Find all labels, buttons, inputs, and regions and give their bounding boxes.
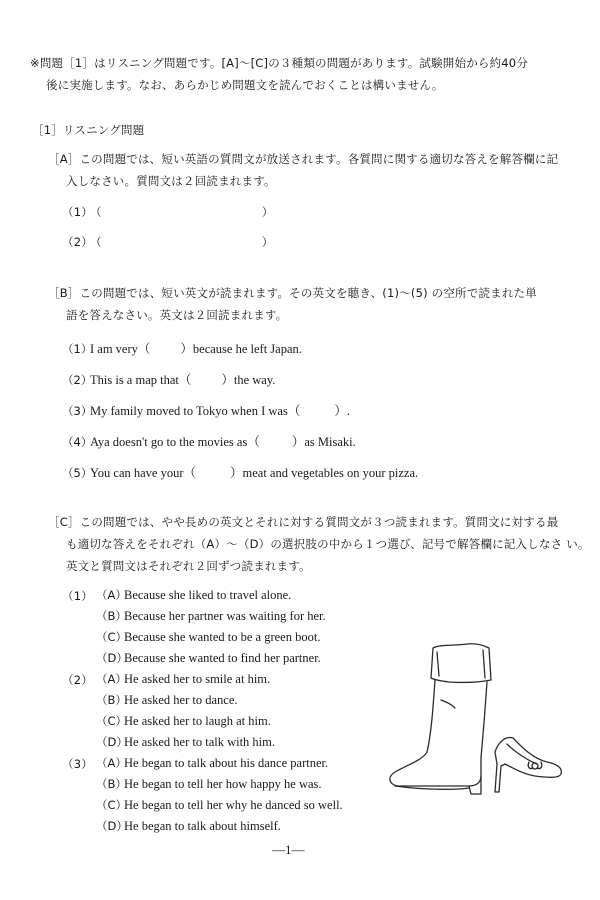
partC-q3-option-b	[96, 776, 322, 792]
item-text-after: ）meat and vegetables on your pizza.	[230, 466, 419, 480]
option-letter: （A）	[96, 588, 127, 602]
partC-q3-number: （3）	[62, 757, 93, 771]
partB-item-2	[62, 370, 275, 388]
option-letter: （B）	[96, 609, 127, 623]
option-text: He asked her to talk with him.	[124, 735, 276, 749]
item-text-after: ）.	[334, 404, 350, 418]
partB-item-3	[62, 401, 350, 419]
item-number: （2）	[62, 373, 93, 387]
option-text: Because she wanted to find her partner.	[124, 651, 321, 665]
partC-q1-option-c	[96, 629, 320, 645]
item-text-before: My family moved to Tokyo when I was（	[90, 404, 301, 418]
partC-q2-option-d	[96, 734, 275, 750]
partC-q1-number: （1）	[62, 589, 93, 603]
section-title: ［1］リスニング問題	[32, 123, 145, 137]
option-text: He asked her to dance.	[124, 693, 238, 707]
partC-q1-option-d	[96, 650, 321, 666]
option-letter: （D）	[96, 651, 128, 665]
partA-answer-2	[62, 234, 273, 250]
partA-answer-1	[62, 204, 273, 220]
partC-q3-option-d	[96, 818, 281, 834]
option-text: He asked her to smile at him.	[124, 672, 271, 686]
option-text: Because her partner was waiting for her.	[124, 609, 326, 623]
partC-q3-option-c	[96, 797, 343, 813]
partB-item-1	[62, 339, 302, 357]
option-text: He began to tell her why he danced so well.	[124, 798, 343, 812]
partC-q2-option-a	[96, 671, 270, 687]
item-text-before: I am very（	[90, 342, 151, 356]
item-number: （1）	[62, 342, 93, 356]
option-letter: （C）	[96, 630, 128, 644]
option-text: He began to talk about himself.	[124, 819, 281, 833]
option-text: Because she liked to travel alone.	[124, 588, 292, 602]
item-number: （5）	[62, 466, 93, 480]
partB-item-5	[62, 463, 418, 481]
notice-line-1: ※問題［1］はリスニング問題です。[A]～[C]の３種類の問題があります。試験開始から約40分	[30, 56, 529, 70]
partC-q3-option-a	[96, 755, 328, 771]
option-letter: （A）	[96, 672, 127, 686]
close-paren: ）	[261, 205, 274, 219]
open-paren: （	[90, 235, 102, 249]
option-letter: （B）	[96, 693, 127, 707]
partC-q2-option-b	[96, 692, 238, 708]
partC-q1-option-a	[96, 587, 291, 603]
partC-instruction-1: ［C］この問題では、やや長めの英文とそれに対する質問文が３つ読まれます。質問文に対する最	[48, 515, 559, 529]
partC-instruction-3: 英文と質問文はそれぞれ２回ずつ読まれます。	[66, 559, 311, 573]
item-number: （4）	[62, 435, 93, 449]
boot-and-shoe-illustration	[385, 640, 570, 800]
partC-q2-number: （2）	[62, 673, 93, 687]
item-text-before: This is a map that（	[90, 373, 192, 387]
item-text-after: ）the way.	[221, 373, 276, 387]
partC-instruction-2: も適切な答えをそれぞれ（A）～（D）の選択肢の中から１つ選び、記号で解答欄に記入しなさ い。	[66, 537, 590, 551]
partC-q2-option-c	[96, 713, 271, 729]
open-paren: （	[90, 205, 102, 219]
item-text-before: You can have your（	[90, 466, 197, 480]
partA-instruction-1: ［A］この問題では、短い英語の質問文が放送されます。各質問に関する適切な答えを解答欄に記	[48, 152, 559, 166]
partB-instruction-2: 語を答えなさい。英文は２回読まれます。	[66, 308, 288, 322]
item-number: （1）	[62, 205, 93, 219]
partA-instruction-2: 入しなさい。質問文は２回読まれます。	[66, 174, 276, 188]
option-letter: （A）	[96, 756, 127, 770]
partB-instruction-1: ［B］この問題では、短い英文が読まれます。その英文を聴き、(1)～(5) の空所で読まれた単	[48, 286, 537, 300]
item-number: （2）	[62, 235, 93, 249]
option-letter: （D）	[96, 819, 128, 833]
notice-line-2: 後に実施します。なお、あらかじめ問題文を読んでおくことは構いません。	[46, 78, 444, 92]
close-paren: ）	[261, 235, 274, 249]
option-text: He asked her to laugh at him.	[124, 714, 271, 728]
item-text-after: ）because he left Japan.	[180, 342, 302, 356]
item-text-before: Aya doesn't go to the movies as（	[90, 435, 260, 449]
page-number: —1—	[272, 842, 305, 857]
option-letter: （C）	[96, 798, 128, 812]
option-text: He began to tell her how happy he was.	[124, 777, 322, 791]
option-letter: （B）	[96, 777, 127, 791]
item-number: （3）	[62, 404, 93, 418]
partC-q1-option-b	[96, 608, 326, 624]
option-letter: （D）	[96, 735, 128, 749]
partB-item-4	[62, 432, 356, 450]
option-text: Because she wanted to be a green boot.	[124, 630, 321, 644]
option-text: He began to talk about his dance partner.	[124, 756, 329, 770]
option-letter: （C）	[96, 714, 128, 728]
item-text-after: ）as Misaki.	[291, 435, 356, 449]
